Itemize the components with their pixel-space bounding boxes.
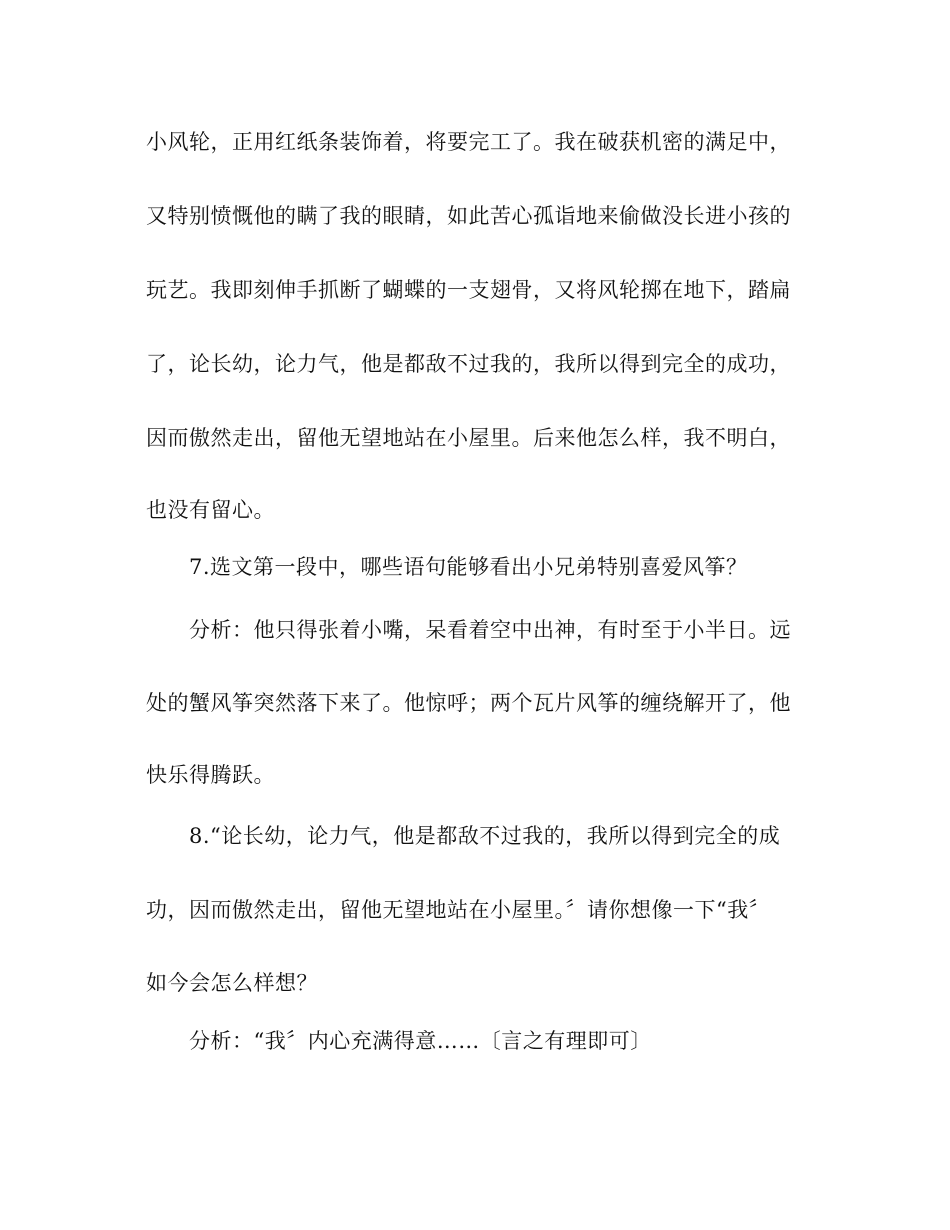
question-8-line: 8.“论长幼，论力气，他是都敌不过我的，我所以得到完全的成 bbox=[189, 824, 781, 848]
text-line: 又特别愤慨他的瞒了我的眼睛，如此苦心孤诣地来偷做没长进小孩的 bbox=[146, 204, 791, 228]
question-8-line: 功，因而傲然走出，留他无望地站在小屋里。〞请你想像一下“我〞 bbox=[146, 898, 771, 922]
text-line: 玩艺。我即刻伸手抓断了蝴蝶的一支翅骨，又将风轮掷在地下，踏扁 bbox=[146, 278, 791, 302]
answer-7-line: 处的蟹风筝突然落下来了。他惊呼；两个瓦片风筝的缠绕解开了，他 bbox=[146, 691, 791, 715]
text-line: 了，论长幼，论力气，他是都敌不过我的，我所以得到完全的成功， bbox=[146, 352, 791, 376]
answer-7-line: 分析：他只得张着小嘴，呆看着空中出神，有时至于小半日。远 bbox=[189, 618, 791, 642]
answer-8: 分析：“我〞内心充满得意……〔言之有理即可〕 bbox=[189, 1029, 652, 1053]
text-line: 也没有留心。 bbox=[146, 498, 275, 522]
text-line: 因而傲然走出，留他无望地站在小屋里。后来他怎么样，我不明白， bbox=[146, 426, 791, 450]
answer-7-line: 快乐得腾跃。 bbox=[146, 763, 275, 787]
text-line: 小风轮，正用红纸条装饰着，将要完工了。我在破获机密的满足中， bbox=[146, 130, 791, 154]
question-8-line: 如今会怎么样想？ bbox=[146, 971, 318, 995]
question-7: 7.选文第一段中，哪些语句能够看出小兄弟特别喜爱风筝？ bbox=[189, 555, 748, 579]
